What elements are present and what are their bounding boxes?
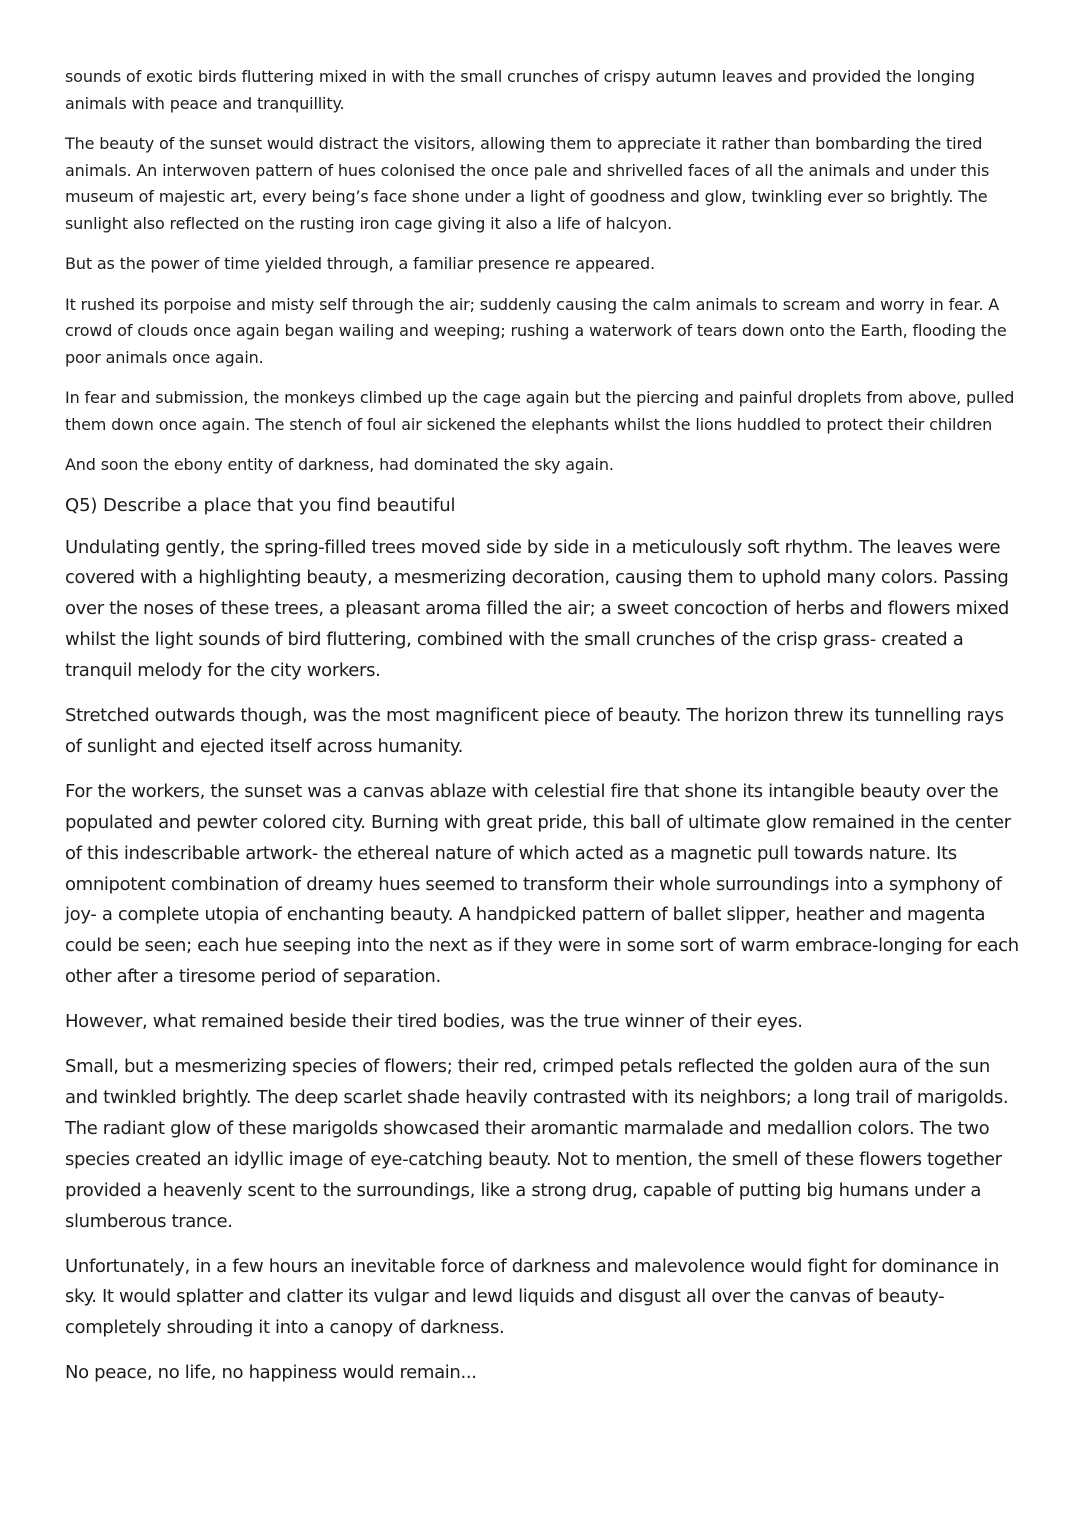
story-paragraph-3: But as the power of time yielded through, a familiar presence re appeared. — [65, 254, 655, 273]
story-paragraph-6: And soon the ebony entity of darkness, had dominated the sky again. — [65, 455, 614, 474]
essay-paragraph-3: For the workers, the sunset was a canvas ablaze with celestial fire that shone its intangible beauty over the populated and pewter colored city. Burning with great pride, this ball of ultimate glow remained in the center of this indescribable artwork- the ethereal nature of which acted as a magnetic pull towards nature. Its omnipotent combination of dreamy hues seemed to transform their whole surroundings into a symphony of joy- a complete utopia of enchanting beauty. A handpicked pattern of ballet slipper, heather and magenta could be seen; each hue seeping into the next as if they were in some sort of warm embrace-longing for each other after a tiresome period of separation. — [65, 780, 1019, 988]
story-paragraph-5: In fear and submission, the monkeys climbed up the cage again but the piercing and painful droplets from above, pulled them down once again. The stench of foul air sickened the elephants whilst the lions huddled to protect their children — [65, 388, 1015, 434]
story-paragraph-1: sounds of exotic birds fluttering mixed in with the small crunches of crispy autumn leaves and provided the longing animals with peace and tranquillity. — [65, 67, 975, 113]
essay-paragraph-6: Unfortunately, in a few hours an inevitable force of darkness and malevolence would fight for dominance in sky. It would splatter and clatter its vulgar and lewd liquids and disgust all over the canvas of beauty- completely shrouding it into a canopy of darkness. — [65, 1255, 1000, 1339]
question-heading: Q5) Describe a place that you find beautiful — [65, 494, 456, 516]
essay-paragraph-4: However, what remained beside their tired bodies, was the true winner of their eyes. — [65, 1011, 803, 1033]
story-paragraph-4: It rushed its porpoise and misty self through the air; suddenly causing the calm animals to scream and worry in fear. A crowd of clouds once again began wailing and weeping; rushing a waterwork of tears down onto the Earth, flooding the poor animals once again. — [65, 294, 1007, 367]
essay-paragraph-2: Stretched outwards though, was the most magnificent piece of beauty. The horizon threw its tunnelling rays of sunlight and ejected itself across humanity. — [65, 705, 1004, 757]
document-page — [65, 64, 1020, 1403]
essay-paragraph-7: No peace, no life, no happiness would remain... — [65, 1362, 477, 1384]
essay-paragraph-1: Undulating gently, the spring-filled trees moved side by side in a meticulously soft rhythm. The leaves were covered with a highlighting beauty, a mesmerizing decoration, causing them to uphold many colors. Passing over the noses of these trees, a pleasant aroma filled the air; a sweet concoction of herbs and flowers mixed whilst the light sounds of bird fluttering, combined with the small crunches of the crisp grass- created a tranquil melody for the city workers. — [65, 536, 1009, 682]
story-paragraph-2: The beauty of the sunset would distract the visitors, allowing them to appreciate it rather than bombarding the tired animals. An interwoven pattern of hues colonised the once pale and shrivelled faces of all the animals and under this museum of majestic art, every being’s face shone under a light of goodness and glow, twinkling ever so brightly. The sunlight also reflected on the rusting iron cage giving it also a life of halcyon. — [65, 134, 990, 233]
essay-paragraph-5: Small, but a mesmerizing species of flowers; their red, crimped petals reflected the golden aura of the sun and twinkled brightly. The deep scarlet shade heavily contrasted with its neighbors; a long trail of marigolds. The radiant glow of these marigolds showcased their aromantic marmalade and medallion colors. The two species created an idyllic image of eye-catching beauty. Not to mention, the smell of these flowers together provided a heavenly scent to the surroundings, like a strong drug, capable of putting big humans under a slumberous trance. — [65, 1056, 1009, 1232]
